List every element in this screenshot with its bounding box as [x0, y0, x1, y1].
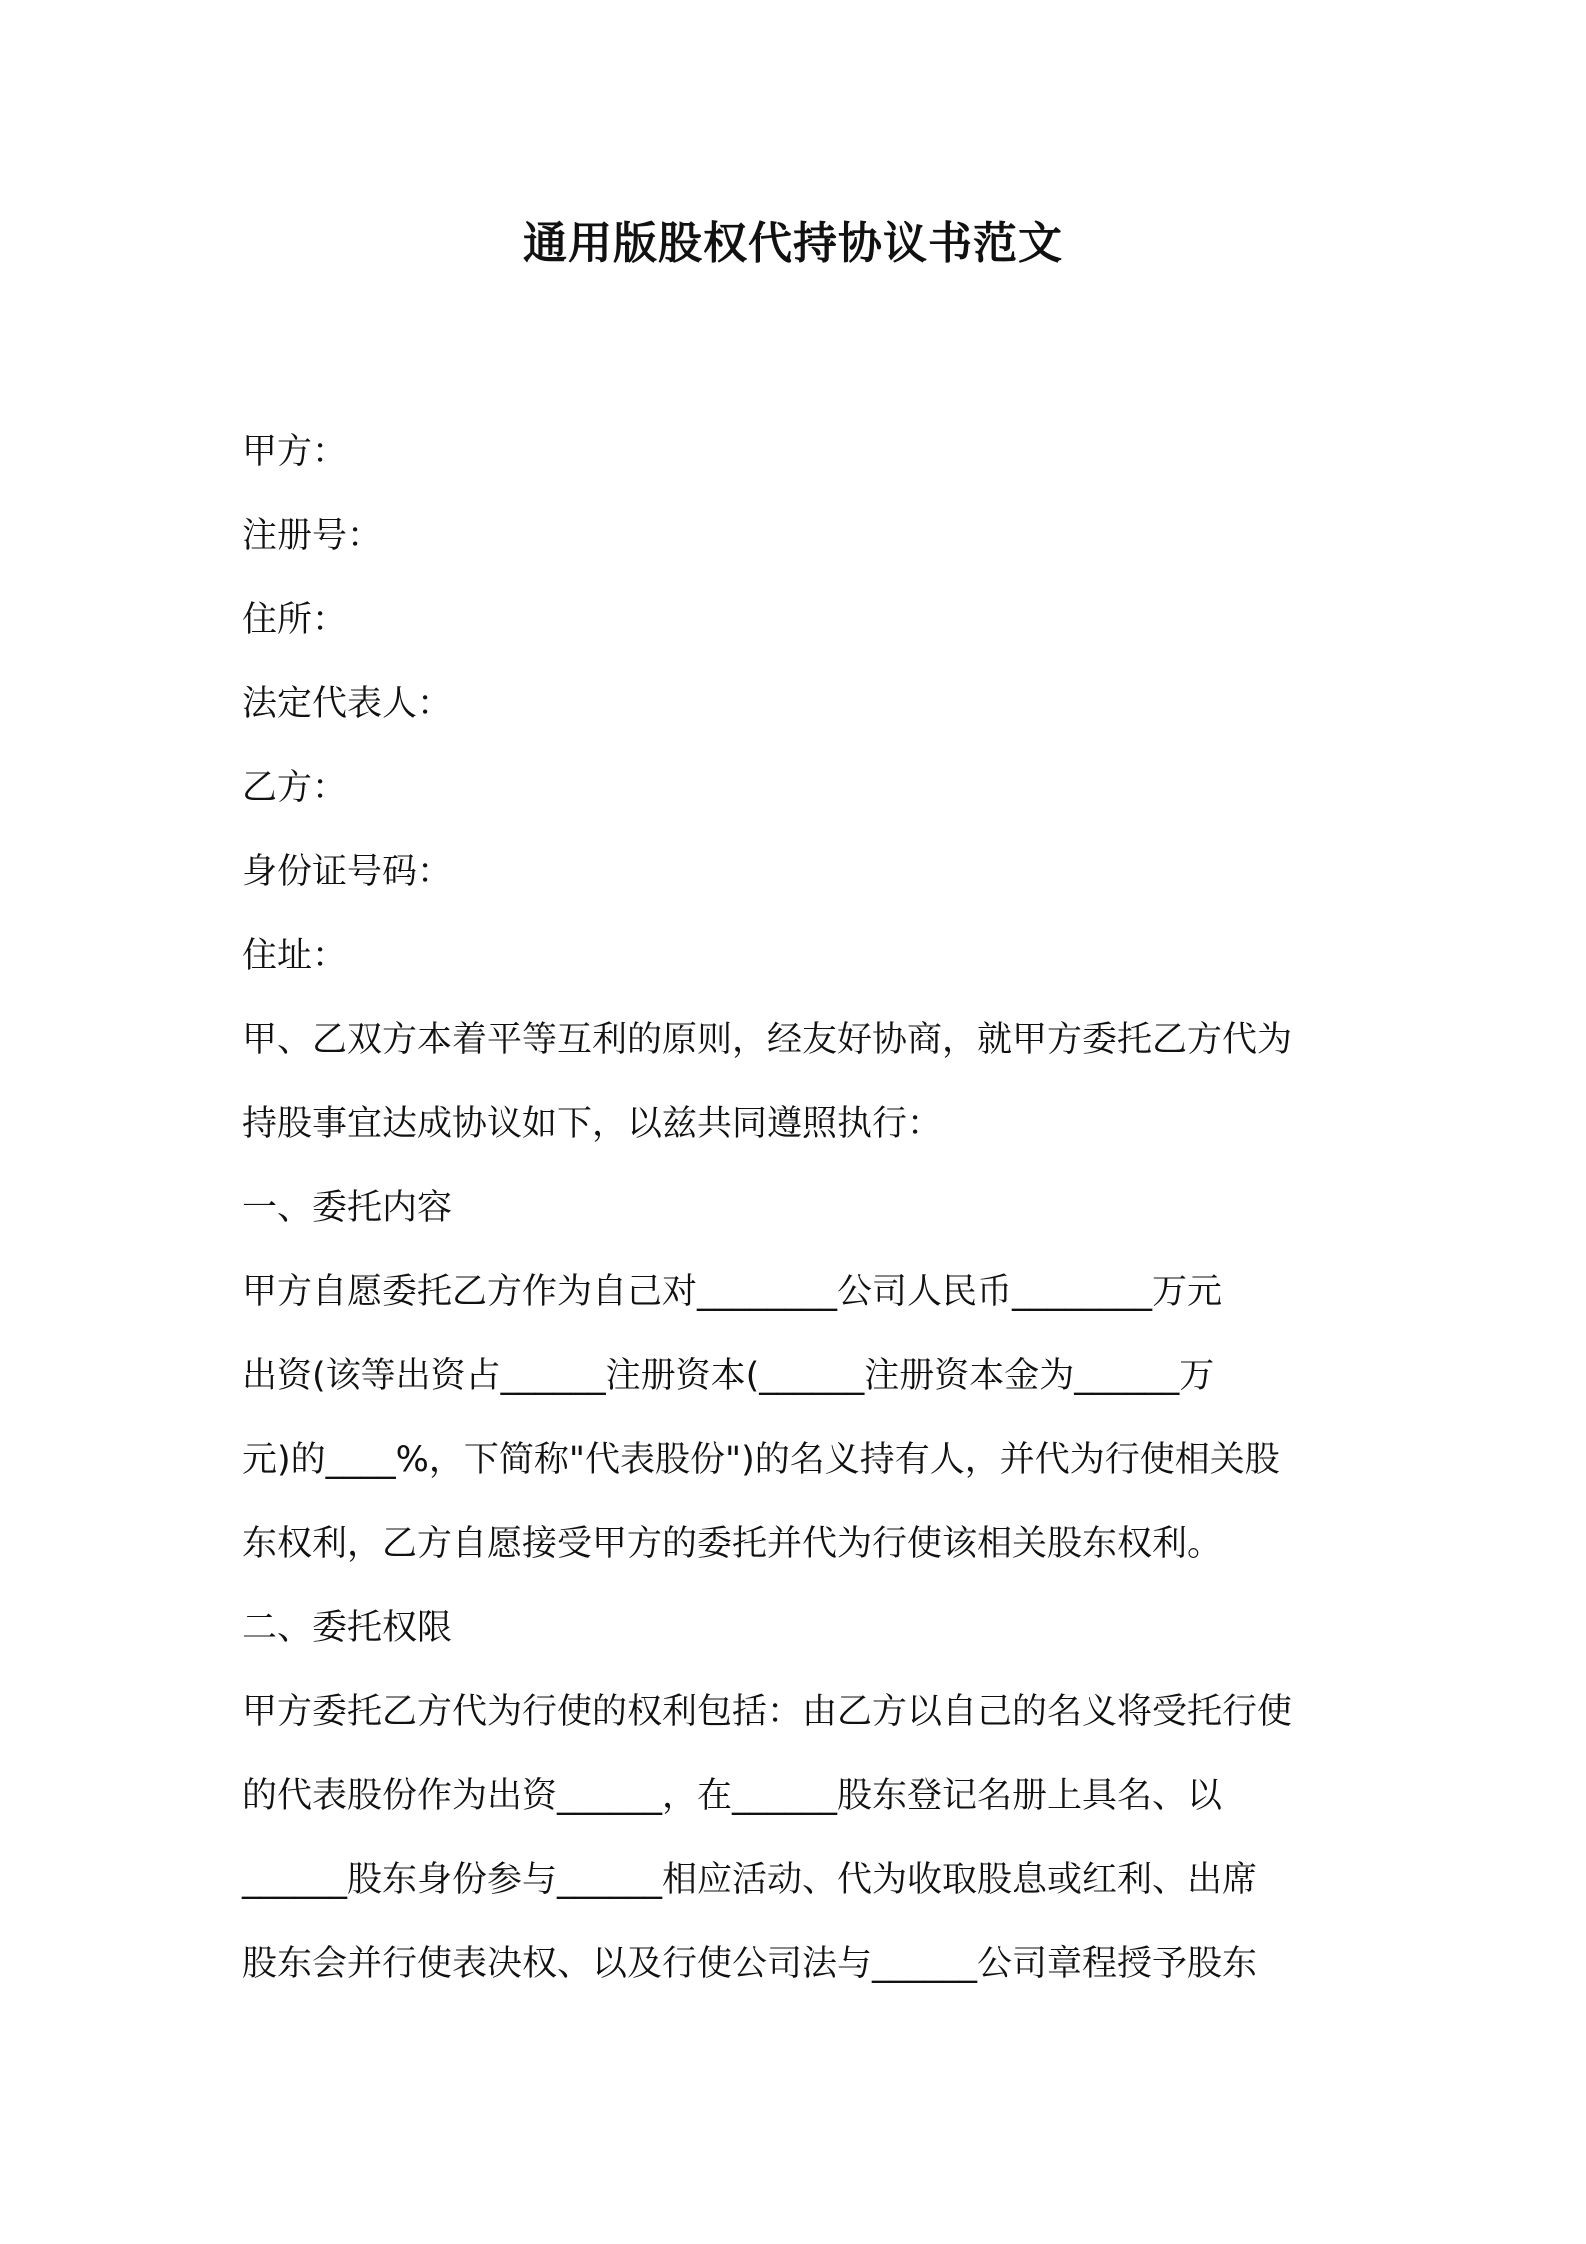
section-1-text-line-2: 出资(该等出资占______注册资本(______注册资本金为______万 — [242, 1356, 1215, 1396]
legal-representative-label: 法定代表人： — [242, 684, 453, 724]
party-b-label: 乙方： — [242, 768, 348, 808]
id-number-label: 身份证号码： — [242, 852, 453, 892]
party-a-label: 甲方： — [242, 432, 348, 472]
section-2-text-line-2: 的代表股份作为出资______，在______股东登记名册上具名、以 — [242, 1776, 1223, 1816]
document-title: 通用版股权代持协议书范文 — [523, 218, 1063, 269]
section-1-text-line-4: 东权利，乙方自愿接受甲方的委托并代为行使该相关股东权利。 — [242, 1524, 1223, 1564]
document-body — [242, 410, 1352, 2006]
section-1-text-line-1: 甲方自愿委托乙方作为自己对________公司人民币________万元 — [242, 1272, 1223, 1312]
section-2-text-line-1: 甲方委托乙方代为行使的权利包括：由乙方以自己的名义将受托行使 — [242, 1692, 1293, 1732]
registration-number-label: 注册号： — [242, 516, 383, 556]
address-label: 住址： — [242, 936, 348, 976]
section-1-heading: 一、委托内容 — [242, 1188, 453, 1228]
section-2-text-line-4: 股东会并行使表决权、以及行使公司法与______公司章程授予股东 — [242, 1944, 1258, 1984]
preamble-line-1: 甲、乙双方本着平等互利的原则，经友好协商，就甲方委托乙方代为 — [242, 1020, 1293, 1060]
preamble-line-2: 持股事宜达成协议如下，以兹共同遵照执行： — [242, 1104, 943, 1144]
section-2-heading: 二、委托权限 — [242, 1608, 453, 1648]
section-1-text-line-3: 元)的____%，下简称"代表股份")的名义持有人，并代为行使相关股 — [242, 1440, 1280, 1480]
section-2-text-line-3: ______股东身份参与______相应活动、代为收取股息或红利、出席 — [242, 1860, 1258, 1900]
domicile-label: 住所： — [242, 600, 348, 640]
